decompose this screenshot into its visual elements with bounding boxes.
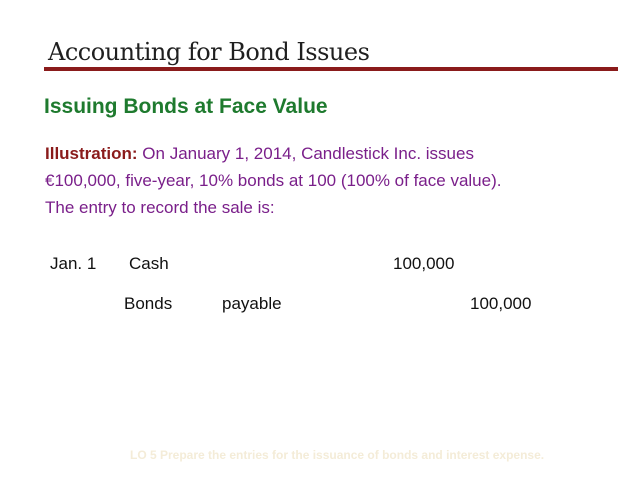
journal-credit-account-2: payable bbox=[222, 294, 282, 313]
journal-debit-account: Cash bbox=[129, 254, 169, 273]
journal-credit-account-1: Bonds bbox=[124, 294, 173, 313]
illustration-text-3: The entry to record the sale is: bbox=[45, 198, 275, 217]
illustration-paragraph bbox=[45, 140, 625, 221]
illustration-label: Illustration: bbox=[45, 144, 138, 163]
learning-objective-footer: LO 5 Prepare the entries for the issuance of bonds and interest expense. bbox=[130, 448, 545, 462]
journal-credit-amount: 100,000 bbox=[470, 294, 532, 313]
illustration-text-2: €100,000, five-year, 10% bonds at 100 (100% of face value). bbox=[45, 171, 502, 190]
title-underline bbox=[44, 67, 618, 71]
illustration-text-1: On January 1, 2014, Candlestick Inc. issues bbox=[142, 144, 474, 163]
slide-title: Accounting for Bond Issues bbox=[48, 38, 370, 66]
section-heading: Issuing Bonds at Face Value bbox=[44, 95, 328, 118]
journal-date: Jan. 1 bbox=[50, 254, 97, 273]
journal-debit-amount: 100,000 bbox=[393, 254, 455, 273]
illustration-line-1 bbox=[45, 140, 625, 167]
